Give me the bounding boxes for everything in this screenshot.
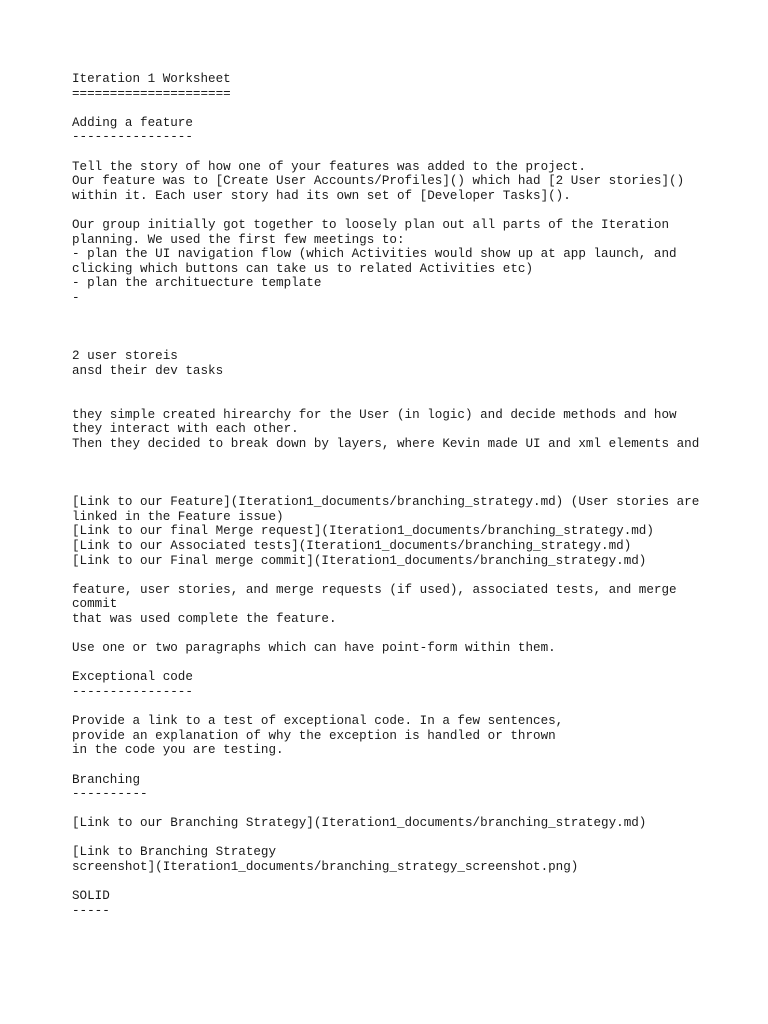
text-line: Our feature was to [Create User Accounts/Profiles]() which had [2 User stories]() (72, 174, 685, 189)
intro-paragraph (72, 160, 732, 204)
exceptional-paragraph (72, 714, 732, 758)
text-line: Provide a link to a test of exceptional code. In a few sentences, (72, 714, 564, 729)
hierarchy-paragraph (72, 408, 732, 452)
document-title: Iteration 1 Worksheet (72, 72, 231, 86)
text-line: they interact with each other. (72, 422, 299, 437)
text-line: in the code you are testing. (72, 743, 284, 758)
text-line: ansd their dev tasks (72, 363, 224, 378)
text-line: that was used complete the feature. (72, 611, 337, 626)
paragraph-note: Use one or two paragraphs which can have point-form within them. (72, 641, 556, 656)
section-heading-solid: SOLID (72, 889, 110, 904)
text-line: provide an explanation of why the exception is handled or thrown (72, 728, 556, 743)
text-line: screenshot](Iteration1_documents/branching_strategy_screenshot.png) (72, 860, 579, 875)
text-line: commit (72, 597, 118, 612)
planning-paragraph (72, 218, 732, 306)
text-line: 2 user storeis (72, 349, 178, 364)
section-heading-adding-feature: Adding a feature (72, 115, 193, 130)
merge-request-link[interactable]: [Link to our final Merge request](Iteration1_documents/branching_strategy.md) (72, 524, 654, 539)
feature-link[interactable]: [Link to our Feature](Iteration1_documents/branching_strategy.md) (User stories are (72, 495, 700, 510)
section-underline: ---------------- (72, 130, 193, 145)
text-line: feature, user stories, and merge requests (if used), associated tests, and merge (72, 582, 677, 597)
section-heading-branching: Branching (72, 772, 141, 787)
text-line: they simple created hirearchy for the User (in logic) and decide methods and how (72, 407, 677, 422)
document-page (72, 72, 732, 918)
text-line: within it. Each user story had its own set of [Developer Tasks](). (72, 188, 571, 203)
section-underline: ---------------- (72, 684, 193, 699)
text-line: linked in the Feature issue) (72, 509, 284, 524)
feature-links (72, 495, 732, 568)
text-line: Then they decided to break down by layers, where Kevin made UI and xml elements and (72, 436, 700, 451)
user-stories-note (72, 349, 732, 378)
feature-note-paragraph (72, 583, 732, 627)
final-merge-commit-link[interactable]: [Link to our Final merge commit](Iteration1_documents/branching_strategy.md) (72, 553, 647, 568)
text-line: - plan the archituecture template (72, 276, 322, 291)
text-line: Our group initially got together to loosely plan out all parts of the Iteration (72, 217, 670, 232)
section-heading-exceptional-code: Exceptional code (72, 670, 193, 685)
text-line: planning. We used the first few meetings to: (72, 232, 405, 247)
text-line: [Link to Branching Strategy (72, 845, 277, 860)
text-line: - plan the UI navigation flow (which Activities would show up at app launch, and (72, 247, 677, 262)
section-underline: ---------- (72, 787, 148, 802)
text-line: - (72, 290, 80, 305)
associated-tests-link[interactable]: [Link to our Associated tests](Iteration1_documents/branching_strategy.md) (72, 539, 632, 553)
text-line: Tell the story of how one of your features was added to the project. (72, 159, 586, 174)
section-underline: ----- (72, 903, 110, 918)
branching-strategy-link[interactable]: [Link to our Branching Strategy](Iteration1_documents/branching_strategy.md) (72, 816, 647, 831)
text-line: clicking which buttons can take us to related Activities etc) (72, 261, 534, 276)
title-underline: ===================== (72, 86, 231, 101)
branching-screenshot-link[interactable] (72, 845, 732, 874)
